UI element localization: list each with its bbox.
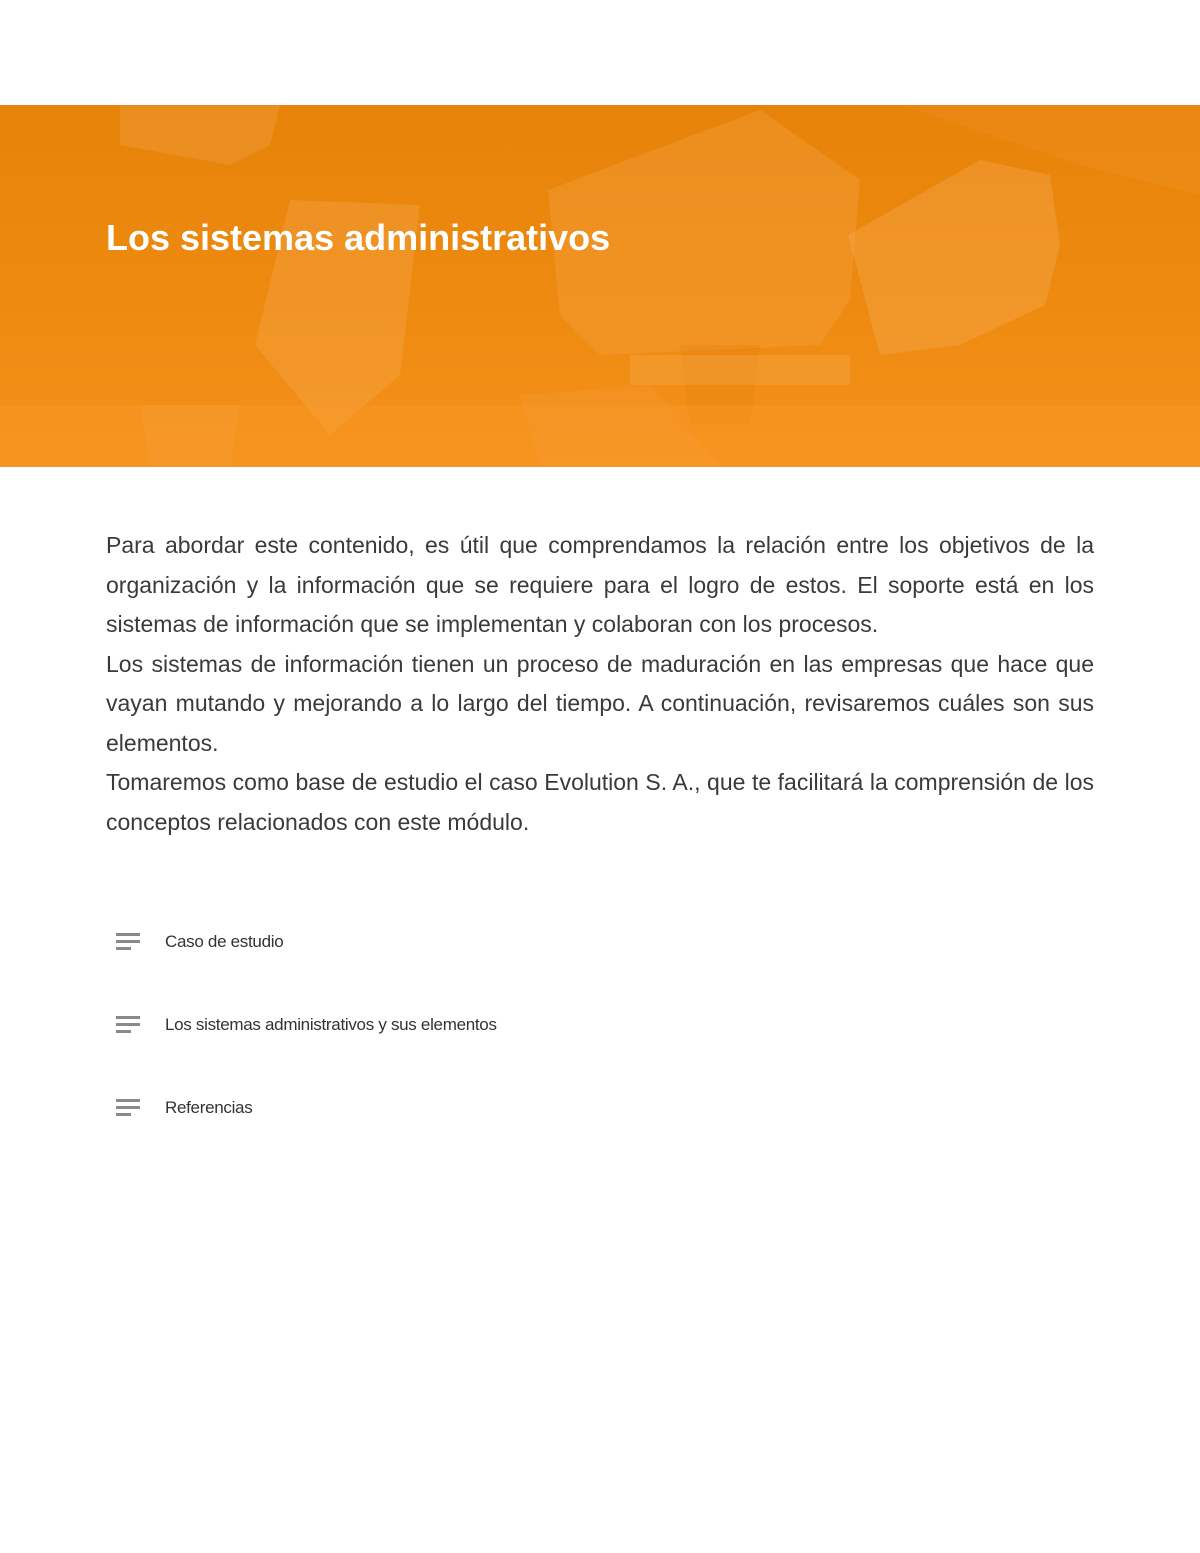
topic-label: Caso de estudio: [165, 932, 284, 951]
topic-label: Los sistemas administrativos y sus elementos: [165, 1015, 497, 1034]
intro-paragraph: Tomaremos como base de estudio el caso Evolution S. A., que te facilitará la comprensión de los conceptos relacionados con este módulo.: [106, 769, 1094, 835]
hero-banner: [0, 105, 1200, 467]
page-title: Los sistemas administrativos: [106, 217, 611, 258]
intro-text: [106, 526, 1094, 842]
hero-background-image: [0, 105, 1200, 467]
topic-link-caso-de-estudio[interactable]: [114, 930, 814, 954]
intro-paragraph: Para abordar este contenido, es útil que comprendamos la relación entre los objetivos de la organización y la información que se requiere para el logro de estos. El soporte está en los sistemas de información que se implementan y colaboran con los procesos.: [106, 532, 1094, 637]
topic-label: Referencias: [165, 1098, 253, 1117]
topic-link-referencias[interactable]: [114, 1096, 814, 1120]
text-lines-icon: [114, 930, 142, 954]
lesson-topic-list: [114, 930, 814, 1179]
intro-paragraph: Los sistemas de información tienen un proceso de maduración en las empresas que hace que vayan mutando y mejorando a lo largo del tiempo. A continuación, revisaremos cuáles son sus elementos.: [106, 650, 1094, 756]
text-lines-icon: [114, 1096, 142, 1120]
topic-link-sistemas-y-elementos[interactable]: [114, 1013, 814, 1037]
text-lines-icon: [114, 1013, 142, 1037]
